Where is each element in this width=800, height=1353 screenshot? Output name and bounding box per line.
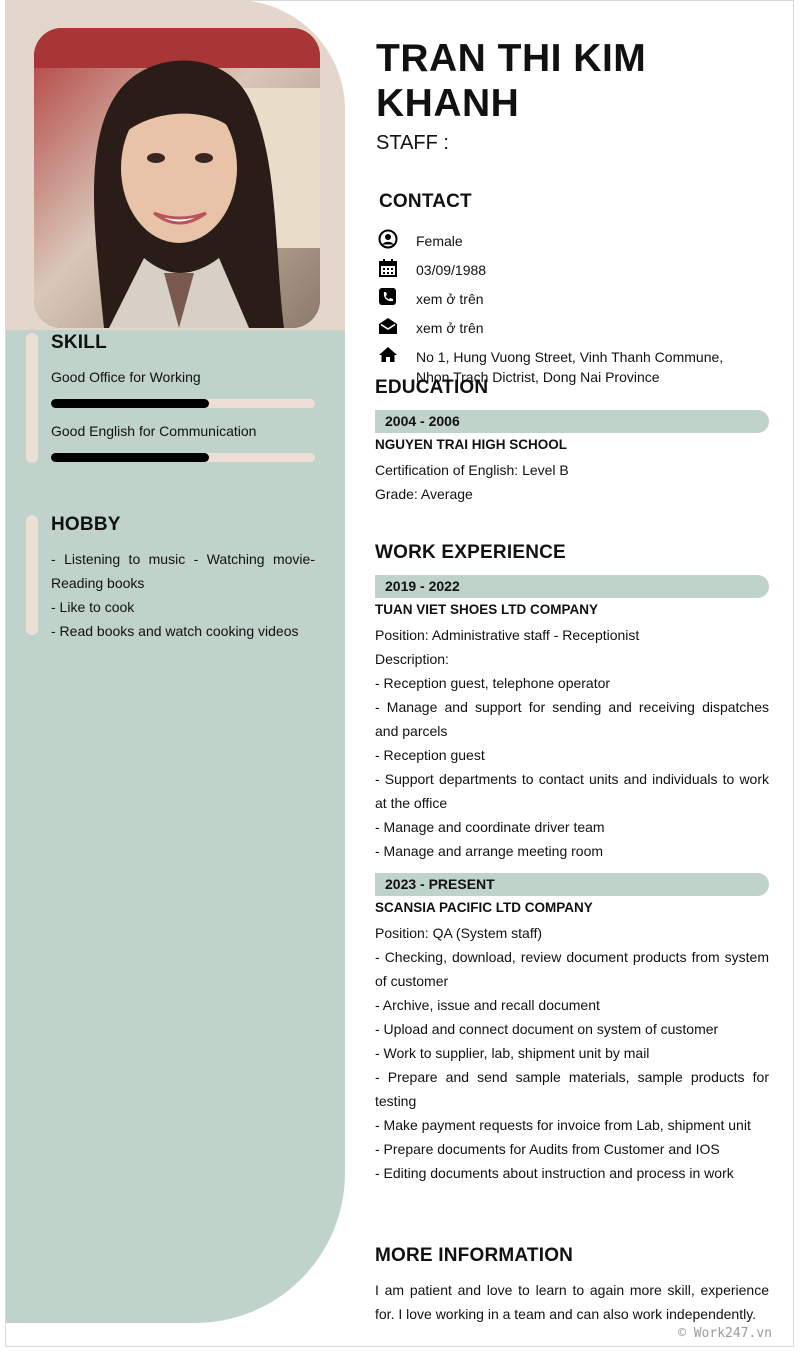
more-info-paragraph: I am patient and love to learn to again more skill, experience for. I love working in a team and can also work independently. bbox=[375, 1282, 769, 1322]
experience-line: - Work to supplier, lab, shipment unit by mail bbox=[375, 1045, 650, 1061]
contact-value: xem ở trên bbox=[416, 320, 484, 336]
experience-line: - Manage and coordinate driver team bbox=[375, 819, 605, 835]
experience-title: WORK EXPERIENCE bbox=[375, 542, 566, 563]
contact-value: No 1, Hung Vuong Street, Vinh Thanh Commune, Nhon Trach Dictrist, Dong Nai Province bbox=[416, 349, 724, 385]
hobby-accent-bar bbox=[26, 515, 38, 635]
hobby-line: - Listening to music - Watching movie- Reading books bbox=[51, 551, 315, 591]
skill-progress-bar bbox=[51, 453, 315, 462]
footer-watermark: © Work247.vn bbox=[678, 1326, 772, 1341]
experience-line: - Reception guest bbox=[375, 747, 485, 763]
hobby-line: - Read books and watch cooking videos bbox=[51, 623, 299, 639]
experience-company: TUAN VIET SHOES LTD COMPANY bbox=[375, 602, 599, 617]
hobby-line: - Like to cook bbox=[51, 599, 135, 615]
education-title: EDUCATION bbox=[375, 377, 489, 398]
education-school: NGUYEN TRAI HIGH SCHOOL bbox=[375, 437, 568, 452]
phone-icon bbox=[378, 287, 398, 307]
education-line: Grade: Average bbox=[375, 486, 473, 502]
contact-phone bbox=[378, 289, 484, 309]
user-circle-icon bbox=[378, 229, 398, 249]
experience-period: 2019 - 2022 bbox=[375, 575, 769, 598]
skill-label: Good Office for Working bbox=[51, 369, 201, 385]
candidate-name: TRAN THI KIM KHANH bbox=[376, 37, 647, 125]
experience-line: - Upload and connect document on system of customer bbox=[375, 1021, 719, 1037]
contact-value: Female bbox=[416, 233, 463, 249]
experience-line: Description: bbox=[375, 651, 449, 667]
experience-details bbox=[375, 921, 769, 1185]
experience-line: - Manage and arrange meeting room bbox=[375, 843, 604, 859]
experience-line: - Checking, download, review document products from system of customer bbox=[375, 949, 769, 989]
skill-progress-fill bbox=[51, 453, 209, 462]
profile-photo bbox=[34, 28, 320, 328]
experience-details bbox=[375, 623, 769, 863]
education-line: Certification of English: Level B bbox=[375, 462, 569, 478]
home-icon bbox=[378, 345, 398, 365]
skill-label: Good English for Communication bbox=[51, 423, 257, 439]
contact-title: CONTACT bbox=[379, 191, 472, 212]
experience-period: 2023 - PRESENT bbox=[375, 873, 769, 896]
contact-email bbox=[378, 318, 484, 338]
experience-line: - Archive, issue and recall document bbox=[375, 997, 600, 1013]
skill-progress-fill bbox=[51, 399, 209, 408]
skill-accent-bar bbox=[26, 333, 38, 463]
email-icon bbox=[378, 316, 398, 336]
experience-line: - Support departments to contact units and individuals to work at the office bbox=[375, 771, 769, 811]
more-info-text bbox=[375, 1278, 769, 1326]
education-period: 2004 - 2006 bbox=[375, 410, 769, 433]
experience-line: Position: Administrative staff - Receptionist bbox=[375, 627, 640, 643]
experience-line: - Prepare documents for Audits from Customer and IOS bbox=[375, 1141, 720, 1157]
skill-title: SKILL bbox=[51, 332, 107, 353]
candidate-role: STAFF : bbox=[376, 132, 449, 154]
experience-line: - Prepare and send sample materials, sample products for testing bbox=[375, 1069, 769, 1109]
contact-value: xem ở trên bbox=[416, 291, 484, 307]
experience-line: - Editing documents about instruction and process in work bbox=[375, 1165, 734, 1181]
contact-gender bbox=[378, 231, 463, 251]
experience-line: Position: QA (System staff) bbox=[375, 925, 543, 941]
calendar-icon bbox=[378, 258, 398, 278]
experience-line: - Manage and support for sending and receiving dispatches and parcels bbox=[375, 699, 769, 739]
experience-line: - Reception guest, telephone operator bbox=[375, 675, 611, 691]
more-info-title: MORE INFORMATION bbox=[375, 1245, 574, 1266]
contact-value: 03/09/1988 bbox=[416, 262, 487, 278]
experience-line: - Make payment requests for invoice from Lab, shipment unit bbox=[375, 1117, 751, 1133]
contact-birthday bbox=[378, 260, 486, 280]
skill-progress-bar bbox=[51, 399, 315, 408]
hobby-title: HOBBY bbox=[51, 514, 121, 535]
experience-company: SCANSIA PACIFIC LTD COMPANY bbox=[375, 900, 593, 915]
education-details bbox=[375, 458, 769, 506]
